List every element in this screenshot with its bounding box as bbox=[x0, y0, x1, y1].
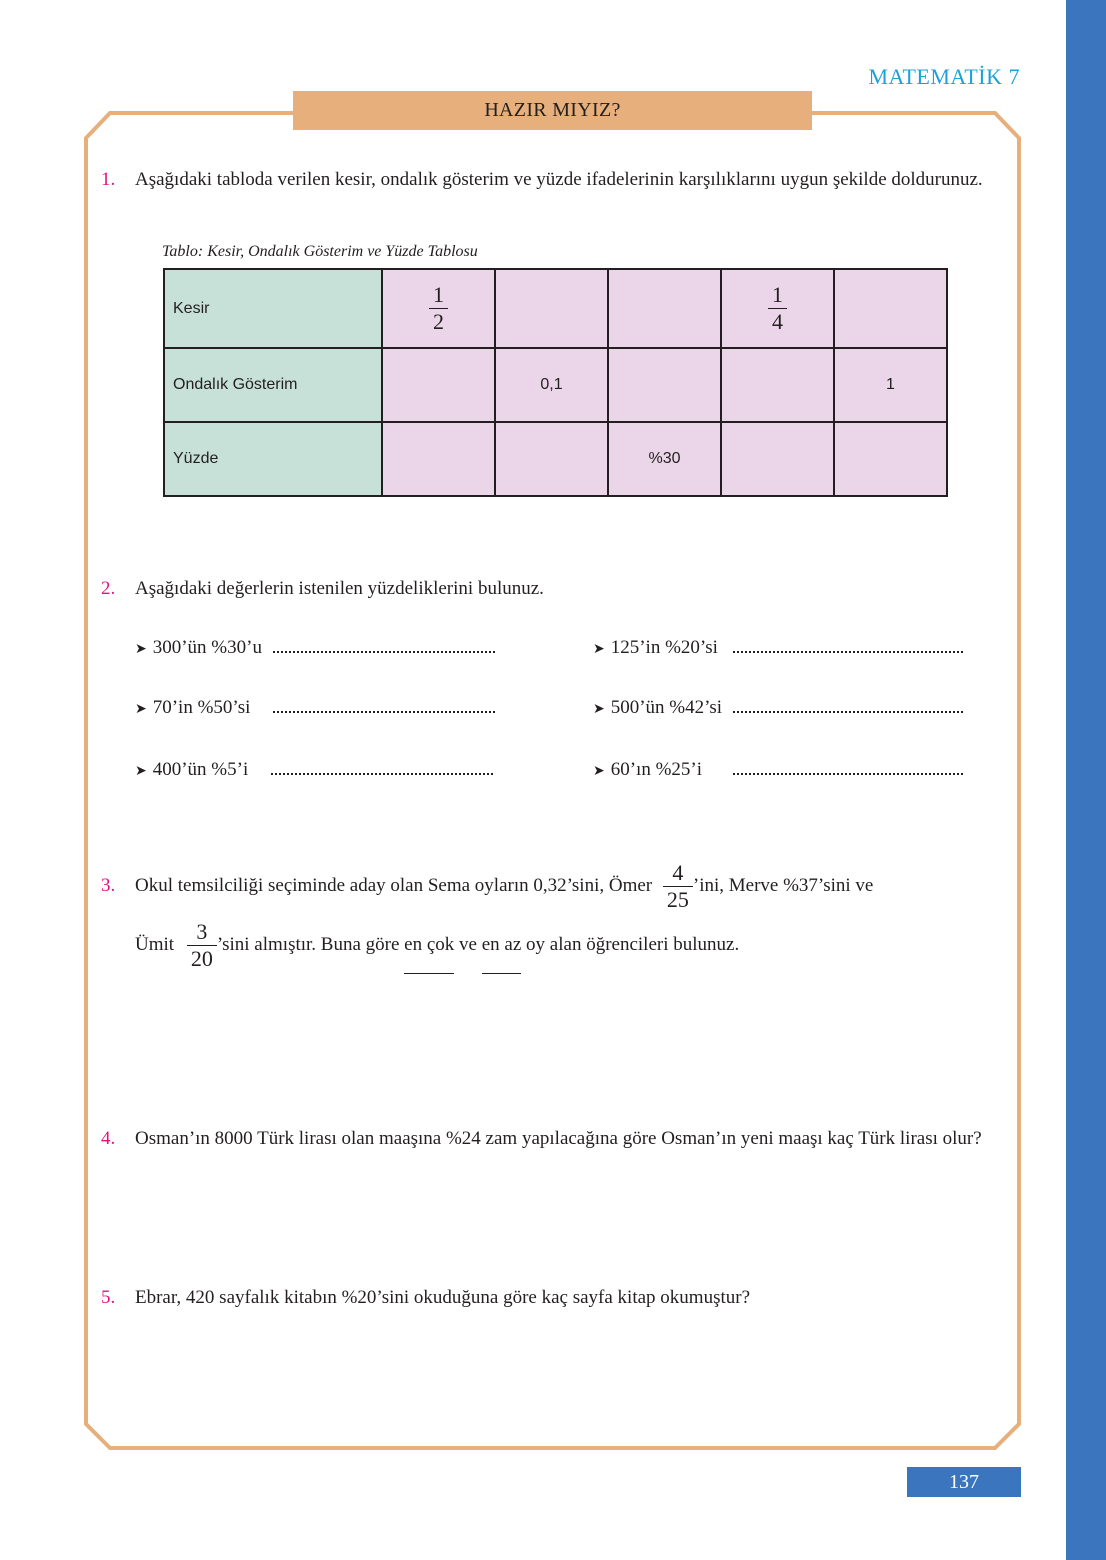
numerator: 1 bbox=[772, 282, 783, 307]
table-cell bbox=[834, 269, 947, 348]
section-banner bbox=[293, 91, 812, 130]
question-text: ’ini, Merve %37’sini ve bbox=[692, 875, 874, 896]
question-number: 1. bbox=[101, 169, 116, 190]
table-cell bbox=[382, 422, 495, 496]
question-4 bbox=[101, 1125, 1001, 1153]
denominator: 25 bbox=[663, 886, 693, 913]
answer-blank[interactable] bbox=[273, 707, 495, 713]
question-text: Aşağıdaki değerlerin istenilen yüzdeliklerini bulunuz. bbox=[135, 578, 544, 599]
row-label: Ondalık Gösterim bbox=[164, 348, 382, 422]
table-cell bbox=[721, 348, 834, 422]
item-text: 125’in %20’si bbox=[610, 637, 718, 658]
page-number-text: 137 bbox=[949, 1470, 979, 1493]
answer-blank[interactable] bbox=[273, 647, 495, 653]
denominator: 20 bbox=[187, 945, 217, 972]
page-number bbox=[907, 1467, 1021, 1497]
percent-item bbox=[593, 697, 963, 719]
percent-item bbox=[593, 759, 963, 781]
question-text: Okul temsilciliği seçiminde aday olan Sema oyların 0,32’sini, Ömer bbox=[135, 875, 653, 896]
table-row-ondalik bbox=[164, 348, 947, 422]
table-cell bbox=[721, 422, 834, 496]
denominator: 4 bbox=[768, 308, 787, 335]
item-text: 300’ün %30’u bbox=[152, 637, 262, 658]
question-text: Aşağıdaki tabloda verilen kesir, ondalık gösterim ve yüzde ifadelerinin karşılıklarını uygun şekilde doldurunuz. bbox=[135, 169, 983, 190]
question-number: 3. bbox=[101, 875, 116, 896]
question-text: Ebrar, 420 sayfalık kitabın %20’sini okuduğuna göre kaç sayfa kitap okumuştur? bbox=[135, 1287, 751, 1308]
question-number: 2. bbox=[101, 578, 116, 599]
percent-item bbox=[593, 637, 963, 659]
emphasis-most: en çok bbox=[404, 919, 454, 974]
answer-blank[interactable] bbox=[733, 769, 963, 775]
table-cell bbox=[495, 422, 608, 496]
percent-item bbox=[135, 697, 495, 719]
question-number: 4. bbox=[101, 1128, 116, 1149]
fraction bbox=[768, 282, 787, 335]
emphasis-least: en az bbox=[482, 919, 522, 974]
table-cell bbox=[834, 422, 947, 496]
numerator: 3 bbox=[196, 919, 208, 945]
fraction bbox=[429, 282, 448, 335]
table-row-kesir bbox=[164, 269, 947, 348]
numerator: 4 bbox=[672, 860, 684, 886]
arrow-bullet-icon: ➤ bbox=[593, 702, 605, 717]
arrow-bullet-icon: ➤ bbox=[593, 642, 605, 657]
table-cell bbox=[721, 269, 834, 348]
table-row-yuzde bbox=[164, 422, 947, 496]
row-label: Kesir bbox=[164, 269, 382, 348]
table-cell: 1 bbox=[834, 348, 947, 422]
question-text: ’sini almıştır. Buna göre bbox=[216, 934, 400, 956]
arrow-bullet-icon: ➤ bbox=[593, 764, 605, 779]
subject-header: MATEMATİK 7 bbox=[868, 64, 1020, 89]
answer-blank[interactable] bbox=[733, 707, 963, 713]
item-text: 400’ün %5’i bbox=[152, 759, 249, 780]
item-text: 70’in %50’si bbox=[152, 697, 251, 718]
conversion-table bbox=[163, 268, 948, 497]
question-number: 5. bbox=[101, 1287, 116, 1308]
arrow-bullet-icon: ➤ bbox=[135, 764, 147, 779]
table-caption: Tablo: Kesir, Ondalık Gösterim ve Yüzde Tablosu bbox=[162, 243, 478, 260]
item-text: 60’ın %25’i bbox=[610, 759, 703, 780]
table-cell: 0,1 bbox=[495, 348, 608, 422]
fraction bbox=[663, 860, 693, 913]
item-text: 500’ün %42’si bbox=[610, 697, 723, 718]
answer-blank[interactable] bbox=[733, 647, 963, 653]
question-text: Osman’ın 8000 Türk lirası olan maaşına %24 zam yapılacağına göre Osman’ın yeni maaşı kaç Türk lirası olur? bbox=[135, 1128, 982, 1149]
question-3 bbox=[101, 860, 1021, 974]
question-2 bbox=[101, 575, 1001, 603]
arrow-bullet-icon: ➤ bbox=[135, 702, 147, 717]
denominator: 2 bbox=[429, 308, 448, 335]
question-text: Ümit bbox=[135, 934, 175, 956]
arrow-bullet-icon: ➤ bbox=[135, 642, 147, 657]
percent-item bbox=[135, 759, 493, 781]
table-cell bbox=[382, 348, 495, 422]
table-cell bbox=[608, 348, 721, 422]
table-cell bbox=[495, 269, 608, 348]
question-text: oy alan öğrencileri bulunuz. bbox=[526, 934, 740, 956]
table-cell bbox=[382, 269, 495, 348]
fraction bbox=[187, 919, 217, 972]
banner-title: HAZIR MIYIZ? bbox=[484, 99, 621, 121]
percent-item bbox=[135, 637, 495, 659]
answer-blank[interactable] bbox=[271, 769, 493, 775]
question-5 bbox=[101, 1284, 1001, 1312]
table-cell: %30 bbox=[608, 422, 721, 496]
table-cell bbox=[608, 269, 721, 348]
numerator: 1 bbox=[433, 282, 444, 307]
row-label: Yüzde bbox=[164, 422, 382, 496]
question-1 bbox=[101, 166, 1001, 194]
question-text: ve bbox=[459, 934, 477, 956]
